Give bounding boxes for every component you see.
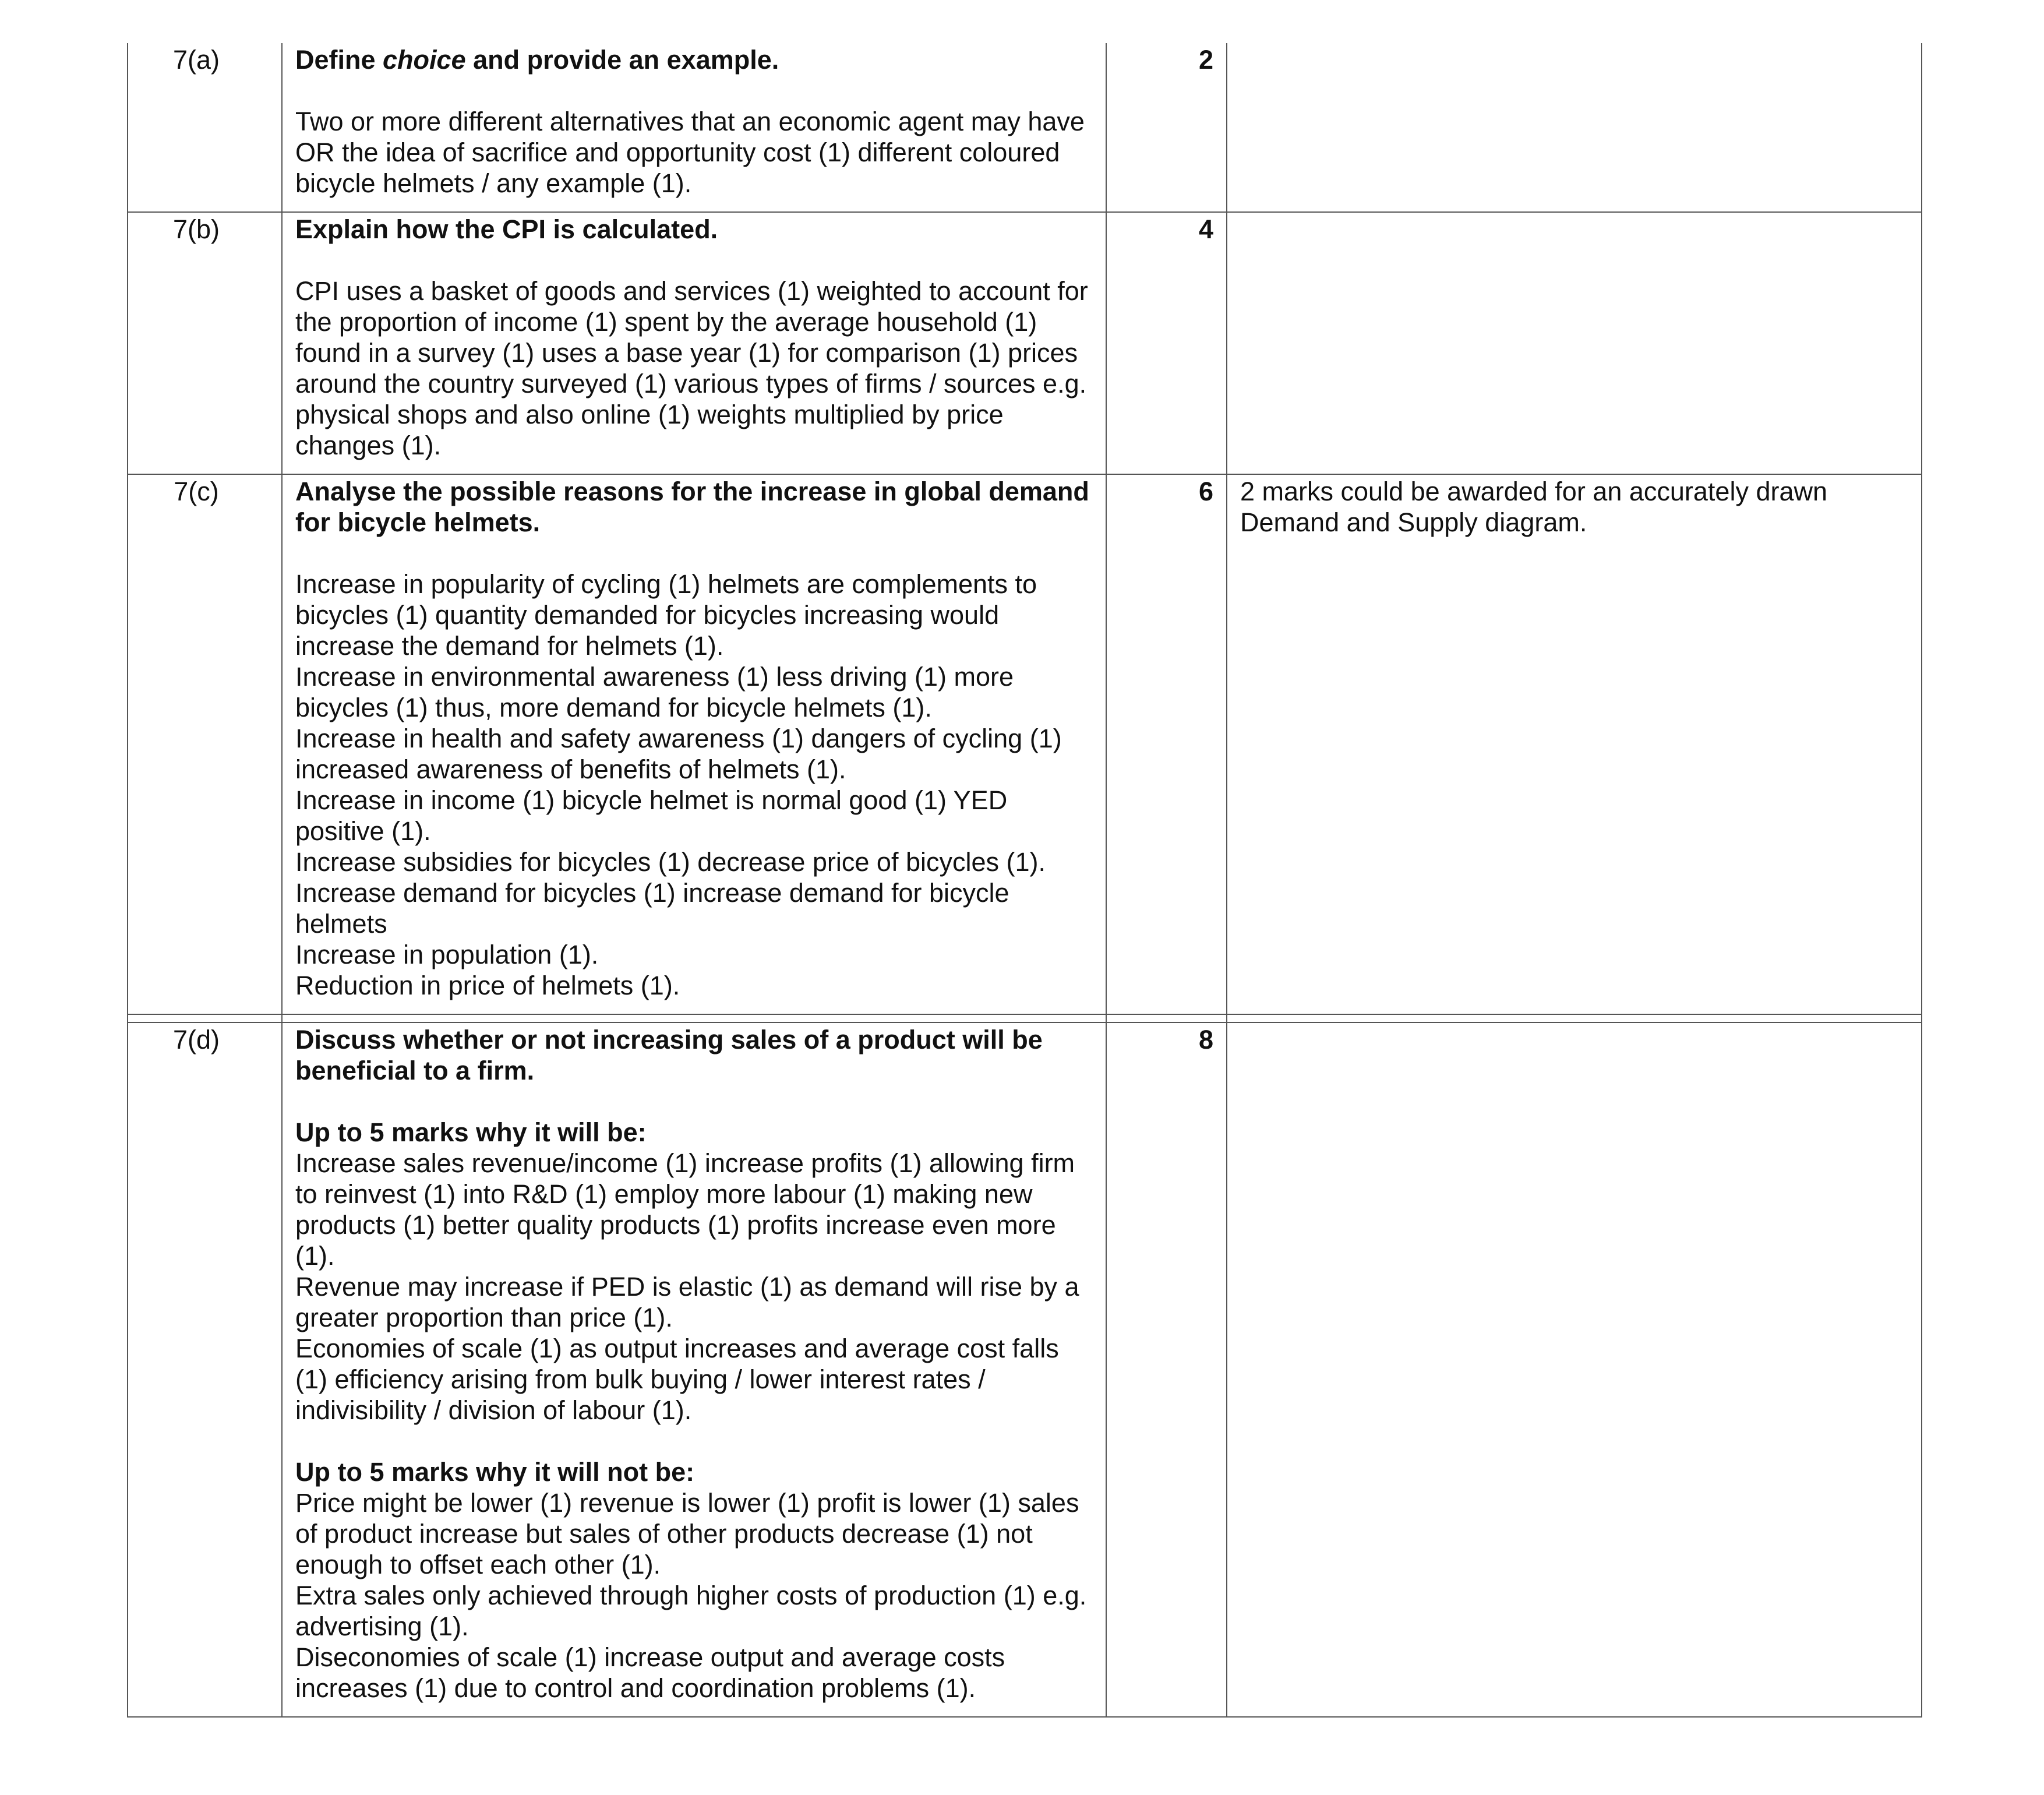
- guidance-cell: [1227, 1022, 1922, 1717]
- mark-scheme-table: [127, 43, 1922, 1718]
- will-not-be-heading: Up to 5 marks why it will not be:: [295, 1457, 695, 1487]
- answer-line: Extra sales only achieved through higher costs of production (1) e.g. advertising (1).: [295, 1581, 1087, 1641]
- answer-cell: [282, 1022, 1106, 1717]
- question-text: Discuss whether or not increasing sales of a product will be beneficial to a firm.: [295, 1025, 1043, 1085]
- marks-value: 8: [1106, 1022, 1227, 1717]
- will-not-be-section: [295, 1457, 1093, 1704]
- question-text: Explain how the CPI is calculated.: [295, 214, 718, 244]
- answer-cell: [282, 43, 1106, 212]
- table-row-7d: [128, 1022, 1922, 1717]
- question-text: Analyse the possible reasons for the increase in global demand for bicycle helmets.: [295, 477, 1089, 537]
- table-row-7c: [128, 474, 1922, 1014]
- answer-text: CPI uses a basket of goods and services (1) weighted to account for the proportion of income (1) spent by the average household (1) found in a survey (1) uses a base year (1) for comparison (1) prices around the country surveyed (1) various types of firms / sources e.g. physical shops and also online (1) weights multiplied by price changes (1).: [295, 276, 1088, 460]
- table-row-7b: [128, 212, 1922, 474]
- answer-line: Reduction in price of helmets (1).: [295, 971, 680, 1000]
- question-number: 7(a): [128, 43, 282, 212]
- mark-scheme-page: [127, 43, 1921, 1718]
- answer-line: Increase in popularity of cycling (1) helmets are complements to bicycles (1) quantity demanded for bicycles increasing would increase the demand for helmets (1).: [295, 569, 1037, 661]
- will-be-heading: Up to 5 marks why it will be:: [295, 1117, 647, 1147]
- table-row-7a: [128, 43, 1922, 212]
- answer-line: Increase sales revenue/income (1) increase profits (1) allowing firm to reinvest (1) into R&D (1) employ more labour (1) making new products (1) better quality products (1) profits increase even more (1).: [295, 1148, 1075, 1271]
- answer-text: Two or more different alternatives that an economic agent may have OR the idea of sacrifice and opportunity cost (1) different coloured bicycle helmets / any example (1).: [295, 107, 1085, 198]
- question-number: 7(c): [128, 474, 282, 1014]
- answer-line: Revenue may increase if PED is elastic (1) as demand will rise by a greater proportion than price (1).: [295, 1272, 1079, 1332]
- answer-line: Increase in population (1).: [295, 940, 599, 969]
- answer-line: Diseconomies of scale (1) increase output and average costs increases (1) due to control and coordination problems (1).: [295, 1642, 1005, 1703]
- table-separator: [128, 1014, 1922, 1022]
- answer-line: Increase subsidies for bicycles (1) decrease price of bicycles (1).: [295, 847, 1046, 877]
- answer-line: Economies of scale (1) as output increases and average cost falls (1) efficiency arising from bulk buying / lower interest rates / indivisibility / division of labour (1).: [295, 1334, 1059, 1425]
- question-number: 7(b): [128, 212, 282, 474]
- answer-cell: [282, 212, 1106, 474]
- answer-line: Increase in environmental awareness (1) less driving (1) more bicycles (1) thus, more demand for bicycle helmets (1).: [295, 662, 1014, 722]
- guidance-text: 2 marks could be awarded for an accurately drawn Demand and Supply diagram.: [1227, 474, 1922, 1014]
- answer-line: Price might be lower (1) revenue is lower (1) profit is lower (1) sales of product increase but sales of other products decrease (1) not enough to offset each other (1).: [295, 1488, 1079, 1579]
- marks-value: 4: [1106, 212, 1227, 474]
- answer-line: Increase demand for bicycles (1) increase demand for bicycle helmets: [295, 878, 1009, 939]
- guidance-cell: [1227, 43, 1922, 212]
- marks-value: 2: [1106, 43, 1227, 212]
- will-be-section: [295, 1117, 1093, 1426]
- answer-line: Increase in income (1) bicycle helmet is normal good (1) YED positive (1).: [295, 785, 1008, 846]
- answer-line: Increase in health and safety awareness (1) dangers of cycling (1) increased awareness of benefits of helmets (1).: [295, 724, 1062, 784]
- question-text: Define choice and provide an example.: [295, 45, 779, 75]
- question-number: 7(d): [128, 1022, 282, 1717]
- marks-value: 6: [1106, 474, 1227, 1014]
- answer-cell: [282, 474, 1106, 1014]
- guidance-cell: [1227, 212, 1922, 474]
